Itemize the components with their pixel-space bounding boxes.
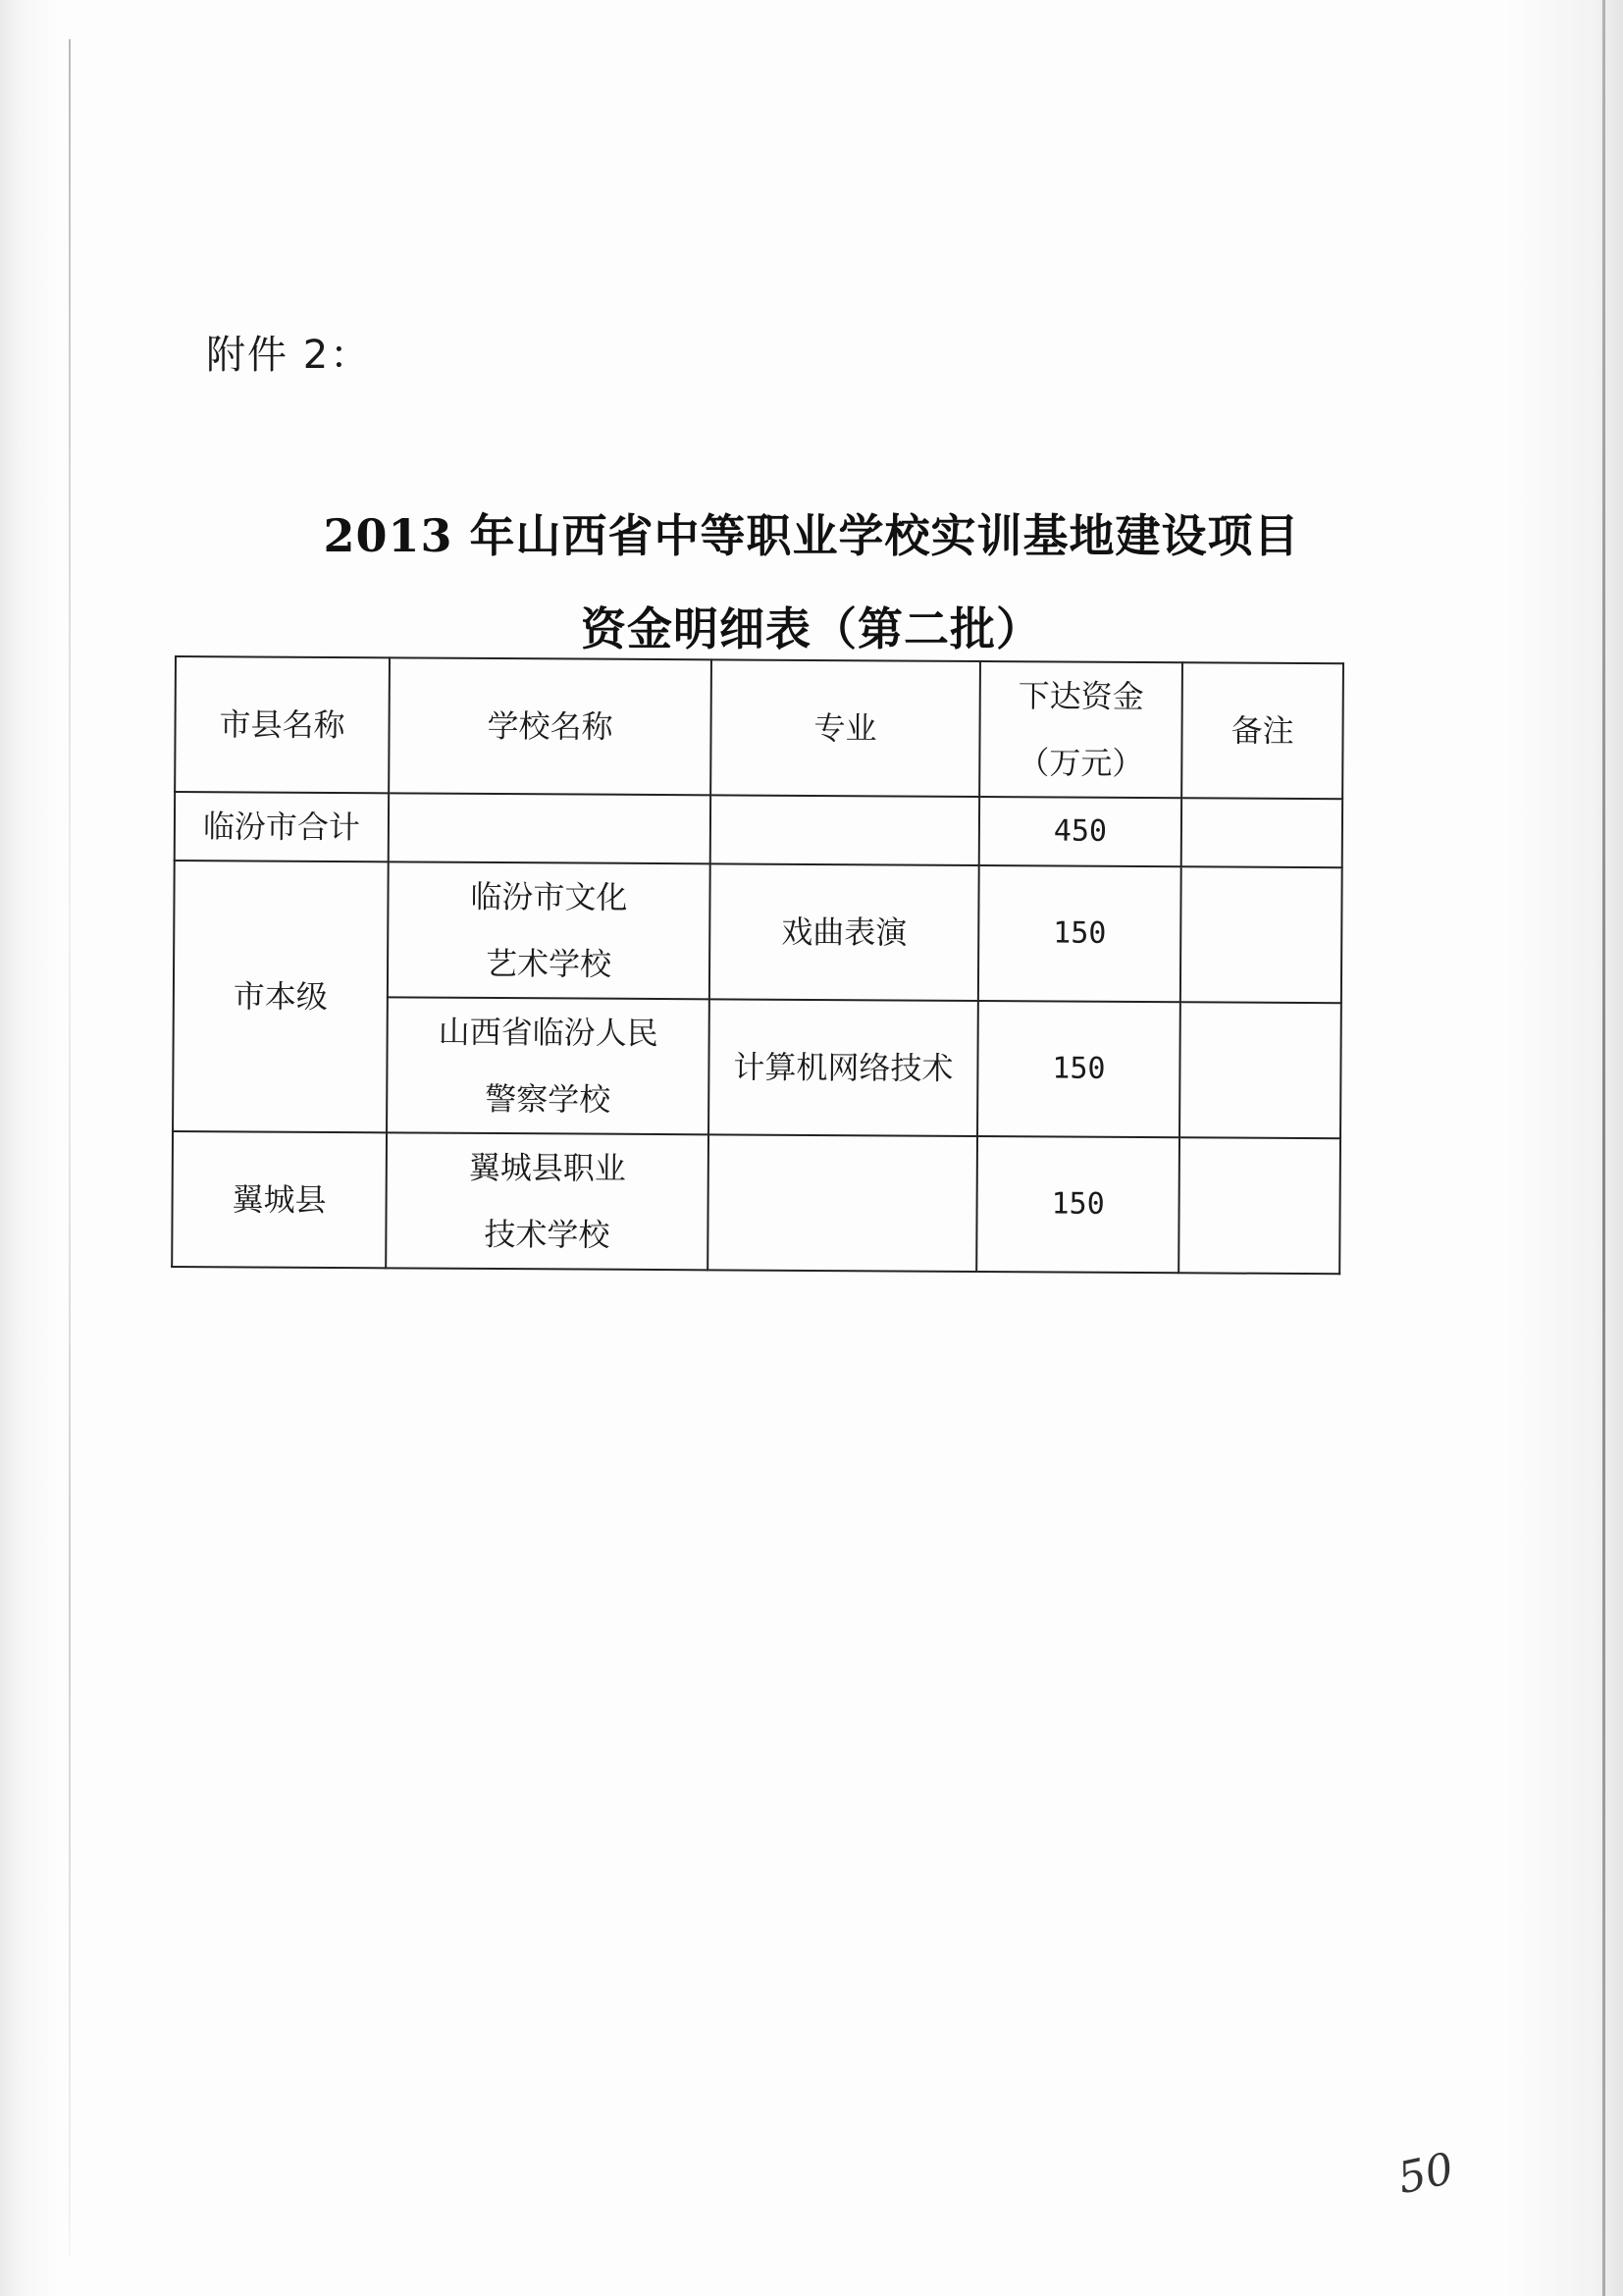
- cell-city-county: 临汾市合计: [175, 792, 389, 861]
- cell-school-line-2: 警察学校: [485, 1079, 611, 1119]
- cell-school-line-2: 技术学校: [484, 1215, 610, 1254]
- document-title-line-1: 2013 年山西省中等职业学校实训基地建设项目: [323, 509, 1300, 562]
- table-row: [172, 1131, 1340, 1274]
- attachment-label: 附件 2：: [206, 333, 372, 378]
- cell-funds: 150: [978, 865, 1181, 1002]
- cell-school: [388, 861, 710, 999]
- cell-major: 计算机网络技术: [708, 999, 978, 1136]
- cell-school-line-1: 临汾市文化: [470, 877, 628, 916]
- scan-shadow-left: [0, 0, 59, 2296]
- header-major: 专业: [710, 659, 980, 797]
- scan-edge-line-right: [1602, 0, 1605, 2296]
- cell-funds: 450: [979, 797, 1181, 866]
- scan-shadow-right: [1505, 0, 1623, 2296]
- scan-edge-line-left: [69, 39, 71, 2257]
- cell-remarks: [1180, 866, 1342, 1003]
- header-city-county: 市县名称: [175, 656, 390, 793]
- header-school: 学校名称: [389, 657, 711, 795]
- header-funds: [979, 661, 1182, 798]
- document-title-line-2: 资金明细表（第二批）: [581, 602, 1042, 655]
- funding-detail-table: [171, 655, 1344, 1275]
- header-funds-line-2: （万元）: [1018, 744, 1144, 783]
- cell-school: [386, 1132, 708, 1270]
- cell-remarks: [1178, 1137, 1340, 1274]
- cell-funds: 150: [977, 1001, 1180, 1137]
- cell-city-county: 市本级: [173, 861, 389, 1132]
- cell-remarks: [1181, 798, 1342, 867]
- table-header-row: [175, 656, 1343, 799]
- cell-major: 戏曲表演: [709, 863, 979, 1001]
- cell-city-county: 翼城县: [172, 1131, 387, 1268]
- cell-major: [707, 1134, 977, 1272]
- cell-school-line-1: 翼城县职业: [468, 1148, 626, 1187]
- cell-school: [387, 997, 709, 1134]
- table-row: [174, 861, 1342, 1003]
- cell-school-line-2: 艺术学校: [485, 944, 612, 983]
- cell-school: [389, 793, 710, 863]
- cell-funds: 150: [976, 1136, 1179, 1273]
- cell-major: [710, 795, 979, 865]
- handwritten-page-number: 50: [1393, 2143, 1458, 2205]
- header-funds-line-1: 下达资金: [1018, 677, 1144, 716]
- cell-school-line-1: 山西省临汾人民: [438, 1013, 658, 1053]
- header-remarks: 备注: [1181, 662, 1343, 799]
- cell-remarks: [1179, 1002, 1341, 1138]
- table-row: [175, 792, 1342, 867]
